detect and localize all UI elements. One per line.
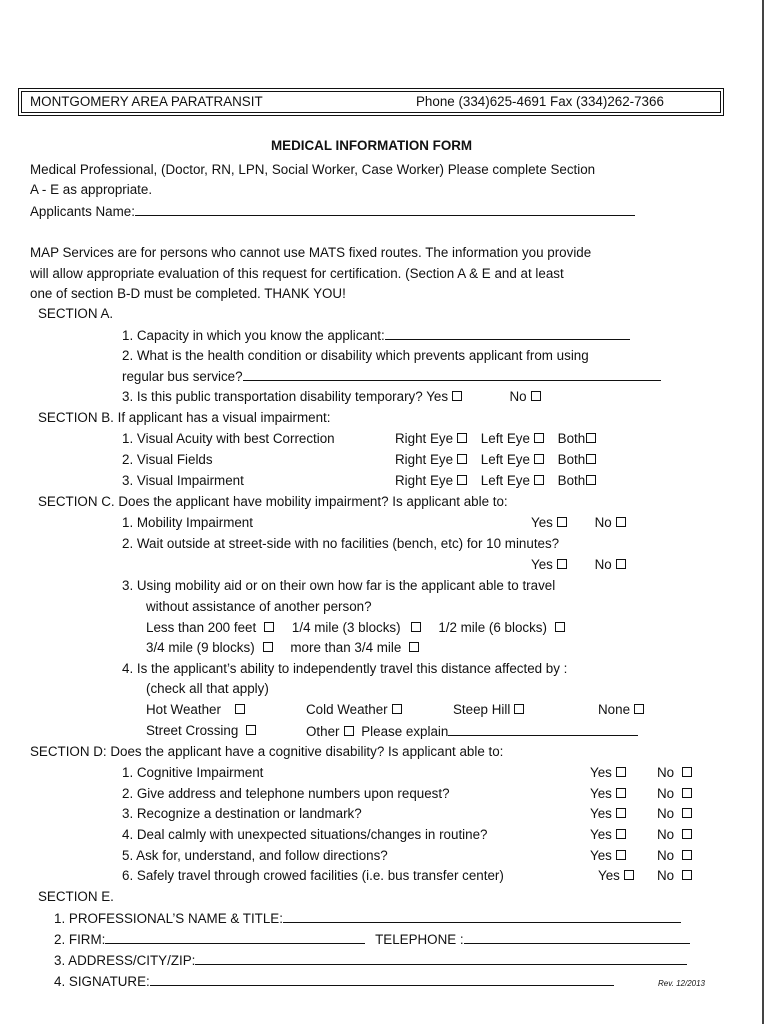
c2-no-checkbox[interactable]	[616, 559, 626, 569]
steep-hill-checkbox[interactable]	[514, 704, 524, 714]
section-c-q2: 2. Wait outside at street-side with no facilities (bench, etc) for 10 minutes?	[122, 536, 560, 551]
d1-yes-no: Yes	[590, 765, 626, 781]
section-a-q1	[122, 327, 630, 344]
org-name: MONTGOMERY AREA PARATRANSIT	[30, 94, 263, 109]
none-option: None	[598, 702, 644, 718]
applicant-name-field[interactable]	[135, 203, 635, 216]
distance-three-quarter-mile-checkbox[interactable]	[263, 642, 273, 652]
health-condition-field[interactable]	[243, 368, 661, 381]
d3-no: No	[657, 806, 692, 822]
page-edge-line	[762, 0, 764, 1024]
section-a-q2b-label: regular bus service?	[122, 369, 243, 384]
section-a-q3	[122, 389, 541, 405]
d6-no: No	[657, 868, 692, 884]
b1-eye-options: Right Eye Left Eye Both	[395, 431, 596, 447]
cold-weather-option: Cold Weather	[306, 702, 402, 718]
d4-yes-no: Yes	[590, 827, 626, 843]
section-b-item-1: 1. Visual Acuity with best Correction	[122, 431, 335, 446]
d1-no-checkbox[interactable]	[682, 767, 692, 777]
d5-yes-no: Yes	[590, 848, 626, 864]
telephone-field[interactable]	[464, 931, 690, 944]
intro-line-2: A - E as appropriate.	[30, 182, 153, 197]
applicant-name-label: Applicants Name:	[30, 204, 135, 219]
d2-yes-checkbox[interactable]	[616, 788, 626, 798]
other-option: Other Please explain	[306, 723, 638, 740]
form-title: MEDICAL INFORMATION FORM	[271, 138, 473, 153]
capacity-field[interactable]	[385, 327, 630, 340]
street-crossing-checkbox[interactable]	[246, 725, 256, 735]
address-field[interactable]	[195, 952, 687, 965]
b2-eye-options: Right Eye Left Eye Both	[395, 452, 596, 468]
professional-name-field[interactable]	[283, 910, 681, 923]
d3-no-checkbox[interactable]	[682, 808, 692, 818]
street-crossing-option: Street Crossing	[146, 723, 256, 739]
firm-row: 2. FIRM: TELEPHONE :	[54, 931, 690, 948]
b3-left-eye-checkbox[interactable]	[534, 475, 544, 485]
section-c-q1: 1. Mobility Impairment	[122, 515, 253, 530]
d2-no: No	[657, 786, 692, 802]
b3-both-checkbox[interactable]	[586, 475, 596, 485]
section-d-item: 3. Recognize a destination or landmark?	[122, 806, 362, 821]
c2-yes-checkbox[interactable]	[557, 559, 567, 569]
d2-no-checkbox[interactable]	[682, 788, 692, 798]
section-e-heading: SECTION E.	[38, 889, 114, 904]
revision-date: Rev. 12/2013	[658, 979, 705, 988]
distance-row-1: Less than 200 feet 1/4 mile (3 blocks) 1/2 mile (6 blocks)	[146, 620, 565, 636]
d5-yes-checkbox[interactable]	[616, 850, 626, 860]
section-a-heading: SECTION A.	[38, 306, 114, 321]
b2-left-eye-checkbox[interactable]	[534, 454, 544, 464]
b1-both-checkbox[interactable]	[586, 433, 596, 443]
signature-row: 4. SIGNATURE:	[54, 973, 614, 990]
d5-no-checkbox[interactable]	[682, 850, 692, 860]
section-a-q2a: 2. What is the health condition or disability which prevents applicant from using	[122, 348, 589, 363]
section-d-item: 2. Give address and telephone numbers upon request?	[122, 786, 450, 801]
section-a-q2b	[122, 368, 661, 385]
section-c-q4b: (check all that apply)	[146, 681, 269, 696]
section-a-q3-label: 3. Is this public transportation disability temporary?	[122, 389, 423, 404]
d1-no: No	[657, 765, 692, 781]
b3-right-eye-checkbox[interactable]	[457, 475, 467, 485]
signature-field[interactable]	[150, 973, 614, 986]
c1-yes-no: Yes No	[531, 515, 626, 531]
contact-info: Phone (334)625-4691 Fax (334)262-7366	[416, 94, 664, 109]
section-c-q4a: 4. Is the applicant’s ability to independently travel this distance affected by :	[122, 661, 568, 676]
distance-half-mile-checkbox[interactable]	[555, 622, 565, 632]
distance-more-than-checkbox[interactable]	[409, 642, 419, 652]
d2-yes-no: Yes	[590, 786, 626, 802]
section-d-item: 4. Deal calmly with unexpected situations/changes in routine?	[122, 827, 488, 842]
section-b-item-2: 2. Visual Fields	[122, 452, 213, 467]
c1-yes-checkbox[interactable]	[557, 517, 567, 527]
b1-left-eye-checkbox[interactable]	[534, 433, 544, 443]
d4-no-checkbox[interactable]	[682, 829, 692, 839]
temporary-yes-checkbox[interactable]	[452, 391, 462, 401]
section-c-q3a: 3. Using mobility aid or on their own how far is the applicant able to travel	[122, 578, 556, 593]
no-label: No	[509, 389, 527, 404]
section-c-heading: SECTION C. Does the applicant have mobility impairment? Is applicant able to:	[38, 494, 508, 509]
section-b-heading: SECTION B. If applicant has a visual impairment:	[38, 410, 331, 425]
b1-right-eye-checkbox[interactable]	[457, 433, 467, 443]
b3-eye-options: Right Eye Left Eye Both	[395, 473, 596, 489]
distance-quarter-mile-checkbox[interactable]	[411, 622, 421, 632]
b2-both-checkbox[interactable]	[586, 454, 596, 464]
other-checkbox[interactable]	[344, 726, 354, 736]
section-a-q1-label: 1. Capacity in which you know the applicant:	[122, 328, 385, 343]
section-d-item: 5. Ask for, understand, and follow directions?	[122, 848, 388, 863]
d4-yes-checkbox[interactable]	[616, 829, 626, 839]
cold-weather-checkbox[interactable]	[392, 704, 402, 714]
distance-200ft-checkbox[interactable]	[264, 622, 274, 632]
weather-row-1: Hot Weather	[146, 702, 245, 718]
d4-no: No	[657, 827, 692, 843]
explain-field[interactable]	[448, 723, 638, 736]
address-row: 3. ADDRESS/CITY/ZIP:	[54, 952, 687, 969]
steep-hill-option: Steep Hill	[453, 702, 524, 718]
professional-name-row: 1. PROFESSIONAL’S NAME & TITLE:	[54, 910, 681, 927]
section-c-q3b: without assistance of another person?	[146, 599, 372, 614]
services-line-2: will allow appropriate evaluation of this request for certification. (Section A & E and at least	[30, 266, 564, 281]
section-b-item-3: 3. Visual Impairment	[122, 473, 244, 488]
c2-yes-no: Yes No	[531, 557, 626, 573]
d1-yes-checkbox[interactable]	[616, 767, 626, 777]
d6-yes-checkbox[interactable]	[624, 870, 634, 880]
section-d-item: 1. Cognitive Impairment	[122, 765, 264, 780]
yes-label: Yes	[426, 389, 449, 404]
d6-yes-no: Yes	[598, 868, 634, 884]
hot-weather-checkbox[interactable]	[235, 704, 245, 714]
d3-yes-no: Yes	[590, 806, 626, 822]
services-line-3: one of section B-D must be completed. THANK YOU!	[30, 286, 346, 301]
temporary-no-checkbox[interactable]	[531, 391, 541, 401]
d6-no-checkbox[interactable]	[682, 870, 692, 880]
d3-yes-checkbox[interactable]	[616, 808, 626, 818]
d5-no: No	[657, 848, 692, 864]
c1-no-checkbox[interactable]	[616, 517, 626, 527]
intro-line-1: Medical Professional, (Doctor, RN, LPN, Social Worker, Case Worker) Please complete Section	[30, 162, 596, 177]
b2-right-eye-checkbox[interactable]	[457, 454, 467, 464]
applicant-name-row	[30, 203, 635, 220]
section-d-heading: SECTION D: Does the applicant have a cognitive disability? Is applicant able to:	[30, 744, 504, 759]
section-d-item: 6. Safely travel through crowed facilities (i.e. bus transfer center)	[122, 868, 504, 883]
firm-field[interactable]	[105, 931, 365, 944]
services-line-1: MAP Services are for persons who cannot use MATS fixed routes. The information you provide	[30, 245, 592, 260]
distance-row-2: 3/4 mile (9 blocks) more than 3/4 mile	[146, 640, 419, 656]
none-checkbox[interactable]	[634, 704, 644, 714]
